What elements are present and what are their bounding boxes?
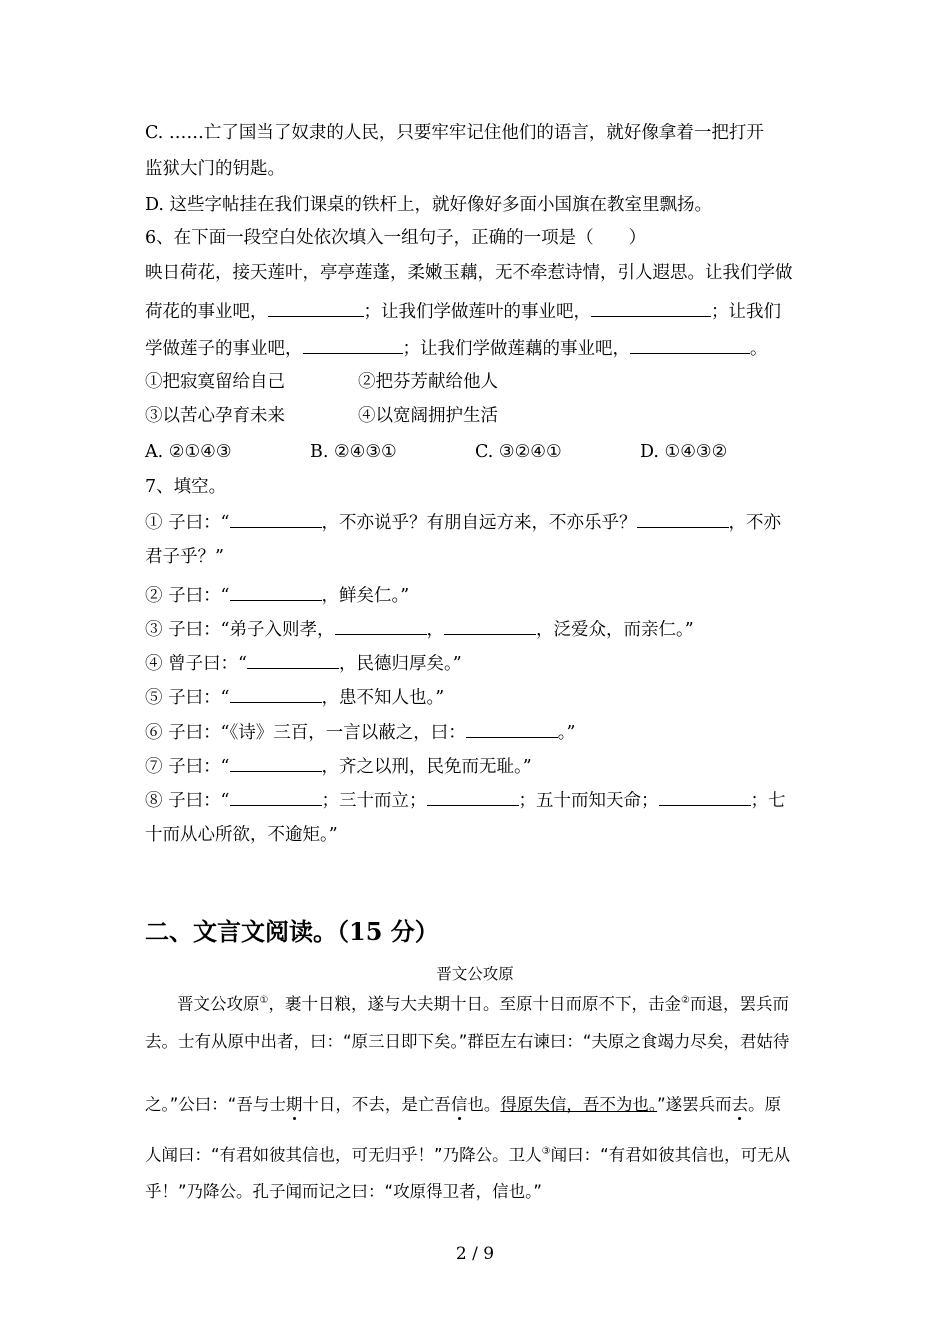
emphasis-dot: 期	[285, 1095, 303, 1114]
q7-question: 7、填空。	[145, 477, 227, 497]
q6-item-3: ③以苦心孕育未来	[145, 406, 285, 426]
q7-item-2: ② 子曰：“ ，鲜矣仁。”	[145, 586, 410, 606]
fill-blank[interactable]	[230, 586, 322, 601]
q5-option-c-line2: 监狱大门的钥匙。	[145, 159, 285, 179]
q5-option-d: D. 这些字帖挂在我们课桌的铁杆上，就好像好多面小国旗在教室里飘扬。	[145, 195, 713, 215]
q7-item-5: ⑤ 子曰：“ ，患不知人也。”	[145, 688, 445, 708]
passage-title: 晋文公攻原	[436, 965, 514, 983]
fill-blank[interactable]	[268, 302, 364, 317]
q6-passage-line3: 学做莲子的事业吧， ；让我们学做莲藕的事业吧， 。	[145, 339, 768, 359]
fill-blank[interactable]	[230, 757, 322, 772]
fill-blank[interactable]	[303, 339, 403, 354]
fill-blank[interactable]	[230, 688, 322, 703]
q7-item-7: ⑦ 子曰：“ ，齐之以刑，民免而无耻。”	[145, 757, 532, 777]
q6-passage-line1: 映日荷花，接天莲叶，亭亭莲蓬，柔嫩玉藕，无不牵惹诗情，引人遐思。让我们学做	[145, 263, 793, 283]
page-number: 2 / 9	[455, 1244, 495, 1264]
q7-item-1-line1: ① 子曰：“ ，不亦说乎？有朋自远方来，不亦乐乎？ ，不亦	[145, 513, 782, 533]
q6-passage-line2: 荷花的事业吧， ；让我们学做莲叶的事业吧， ；让我们	[145, 302, 781, 322]
q6-item-1: ①把寂寞留给自己	[145, 372, 285, 392]
fill-blank[interactable]	[247, 654, 339, 669]
q7-item-8-line2: 十而从心所欲，不逾矩。”	[145, 825, 338, 845]
q7-item-3: ③ 子曰：“弟子入则孝， ， ，泛爱众，而亲仁。”	[145, 620, 694, 640]
section-heading: 二、文言文阅读。（15 分）	[145, 917, 439, 946]
q7-item-1-line2: 君子乎？”	[145, 547, 224, 567]
q6-choice-c: C. ③②④①	[475, 442, 562, 462]
passage-line2: 去。士有从原中出者，曰：“原三日即下矣。”群臣左右谏曰：“夫原之食竭力尽矣，君姑待	[145, 1032, 790, 1051]
fill-blank[interactable]	[591, 302, 711, 317]
fill-blank[interactable]	[230, 513, 322, 528]
q7-item-4: ④ 曾子曰：“ ，民德归厚矣。”	[145, 654, 462, 674]
q7-item-6: ⑥ 子曰：“《诗》三百，一言以蔽之，曰： 。”	[145, 723, 576, 743]
emphasis-dot: 去	[731, 1095, 749, 1114]
emphasis-dot: 信	[450, 1095, 468, 1114]
fill-blank[interactable]	[466, 723, 558, 738]
fill-blank[interactable]	[659, 791, 751, 806]
q5-option-c-line1: C. ……亡了国当了奴隶的人民，只要牢牢记住他们的语言，就好像拿着一把打开	[145, 123, 764, 143]
fill-blank[interactable]	[444, 620, 536, 635]
underlined-sentence: 得原失信，吾不为也。	[500, 1095, 658, 1114]
q6-item-4: ④以宽阔拥护生活	[358, 406, 498, 426]
fill-blank[interactable]	[630, 339, 750, 354]
q6-choice-d: D. ①④③②	[640, 442, 728, 462]
passage-line5: 乎！”乃降公。孔子闻而记之曰：“攻原得卫者，信也。”	[145, 1182, 542, 1201]
fill-blank[interactable]	[637, 513, 729, 528]
fill-blank[interactable]	[230, 791, 322, 806]
passage-line3: 之。”公曰：“吾与士期十日，不去，是亡吾信也。得原失信，吾不为也。”遂罢兵而去。原	[145, 1095, 782, 1114]
q6-question: 6、在下面一段空白处依次填入一组句子，正确的一项是（ ）	[145, 228, 647, 248]
q6-choice-b: B. ②④③①	[310, 442, 397, 462]
fill-blank[interactable]	[427, 791, 519, 806]
passage-line4: 人闻曰：“有君如彼其信也，可无归乎！”乃降公。卫人③闻曰：“有君如彼其信也，可无从	[145, 1145, 791, 1165]
fill-blank[interactable]	[335, 620, 427, 635]
q7-item-8-line1: ⑧ 子曰：“ ；三十而立； ；五十而知天命； ；七	[145, 791, 786, 811]
passage-line1: 晋文公攻原①，裹十日粮，遂与大夫期十日。至原十日而原不下，击金②而退，罢兵而	[177, 994, 789, 1014]
q6-choice-a: A. ②①④③	[145, 442, 232, 462]
q6-item-2: ②把芬芳献给他人	[358, 372, 498, 392]
